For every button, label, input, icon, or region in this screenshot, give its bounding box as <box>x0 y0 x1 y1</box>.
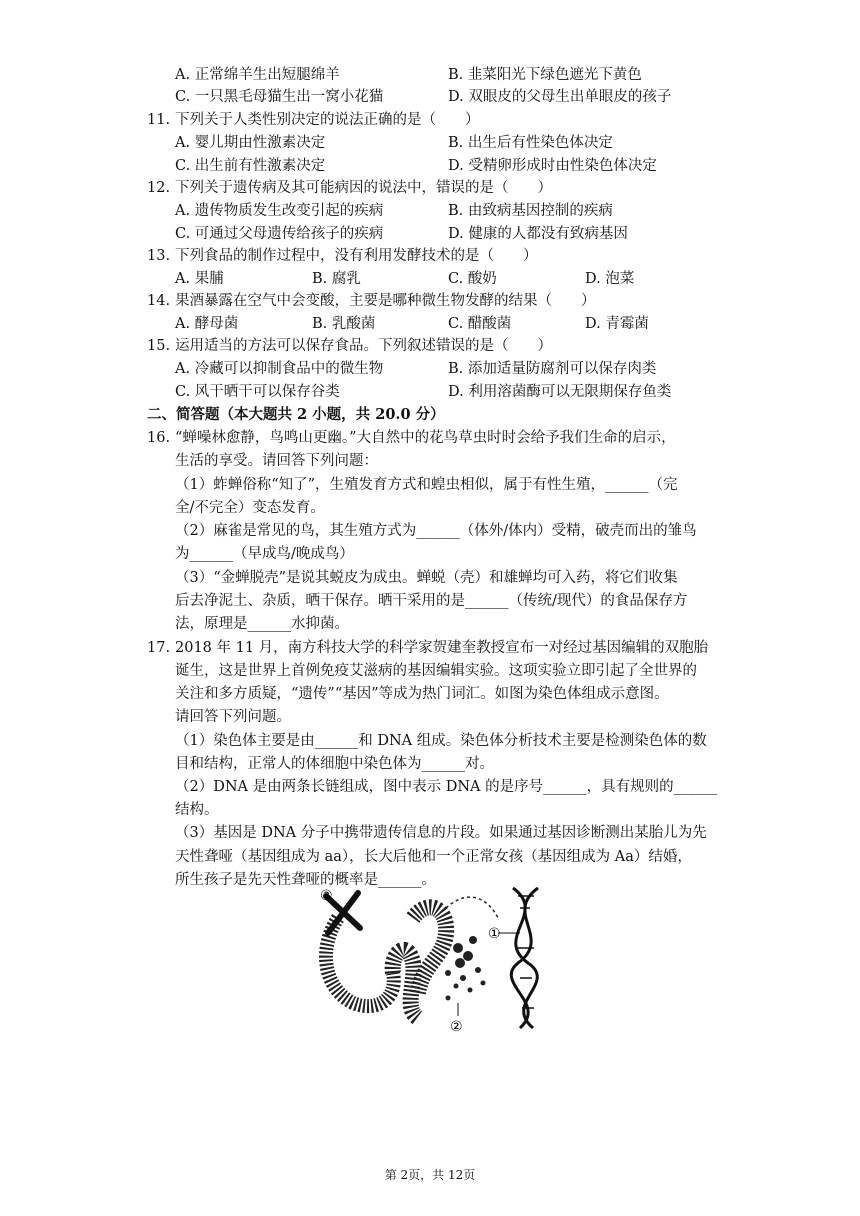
q14-text: 果酒暴露在空气中会变酸，主要是哪种微生物发酵的结果（ ） <box>175 293 596 309</box>
q17-part3-line-1: （3）基因是 DNA 分子中携带遗传信息的片段。如果通过基因诊断测出某胎儿为先 <box>175 825 707 841</box>
q14-option-a: A. 酵母菌 <box>175 316 239 332</box>
q15-stem <box>147 335 727 357</box>
q10-options-row-1 <box>175 64 735 86</box>
q12-option-c: C. 可通过父母遗传给孩子的疾病 <box>175 226 384 242</box>
q12-option-a: A. 遗传物质发生改变引起的疾病 <box>175 203 384 219</box>
q14-option-b: B. 乳酸菌 <box>312 316 376 332</box>
q11-stem <box>147 109 727 131</box>
q10-option-a: A. 正常绵羊生出短腿绵羊 <box>175 67 340 83</box>
q16-stem-text-1: “蝉噪林愈静，鸟鸣山更幽。”大自然中的花鸟草虫时时会给予我们生命的启示， <box>175 430 676 446</box>
q16-part3-line-1: （3）“金蝉脱壳”是说其蜕皮为成虫。蝉蜕（壳）和雄蝉均可入药，将它们收集 <box>175 570 678 586</box>
q16-number: 16. <box>147 430 171 446</box>
q16-part3-line-2: 后去净泥土、杂质，晒干保存。晒干采用的是______（传统/现代）的食品保存方 <box>175 593 688 609</box>
q17-stem-line-1 <box>147 637 723 660</box>
q17-part3-line-3: 所生孩子是先天性聋哑的概率是______。 <box>175 872 436 888</box>
q17-stem-line-3: 关注和多方质疑，“遗传”“基因”等成为热门词汇。如图为染色体组成示意图。 <box>175 686 669 702</box>
q12-options-row-1 <box>175 200 735 222</box>
q11-text: 下列关于人类性别决定的说法正确的是（ ） <box>175 112 480 128</box>
q13-option-b: B. 腐乳 <box>312 271 361 287</box>
q12-number: 12. <box>147 180 171 196</box>
q14-option-d: D. 青霉菌 <box>585 316 649 332</box>
q17-part1-line-1: （1）染色体主要是由______和 DNA 组成。染色体分析技术主要是检测染色体的数 <box>175 733 707 749</box>
q17-stem-text-1: 2018 年 11 月，南方科技大学的科学家贺建奎教授宣布一对经过基因编辑的双胞胎 <box>175 640 709 656</box>
q13-number: 13. <box>147 248 171 264</box>
q17-part3-line-2: 天性聋哑（基因组成为 aa），长大后他和一个正常女孩（基因组成为 Aa）结婚， <box>175 849 692 865</box>
q14-stem <box>147 290 727 312</box>
q11-options-row-2 <box>175 155 735 177</box>
q17-part2-line-1: （2）DNA 是由两条长链组成，图中表示 DNA 的是序号______，具有规则的______ <box>175 779 718 795</box>
q12-option-d: D. 健康的人都没有致病基因 <box>448 226 628 242</box>
q10-option-d: D. 双眼皮的父母生出单眼皮的孩子 <box>448 89 672 105</box>
q16-part2-line-1: （2）麻雀是常见的鸟，其生殖方式为______（体外/体内）受精，破壳而出的雏鸟 <box>175 523 697 539</box>
q17-part1-line-2: 目和结构，正常人的体细胞中染色体为______对。 <box>175 756 494 772</box>
q15-option-c: C. 风干晒干可以保存谷类 <box>175 384 340 400</box>
q15-number: 15. <box>147 338 171 354</box>
q15-options-row-1 <box>175 358 735 380</box>
q12-option-b: B. 由致病基因控制的疾病 <box>448 203 613 219</box>
q13-option-c: C. 酸奶 <box>448 271 497 287</box>
q11-option-b: B. 出生后有性染色体决定 <box>448 135 613 151</box>
page-footer: 第 2页，共 12页 <box>384 1168 476 1182</box>
q16-stem-line-2: 生活的享受。请回答下列问题： <box>175 453 378 469</box>
q13-option-d: D. 泡菜 <box>585 271 635 287</box>
q13-options-row <box>175 268 735 290</box>
chromosome-figure <box>298 878 553 1033</box>
q16-part2-line-2: 为______（早成鸟/晚成鸟） <box>175 546 354 562</box>
q11-option-d: D. 受精卵形成时由性染色体决定 <box>448 158 657 174</box>
q16-part1-line-1: （1）蚱蝉俗称“知了”，生殖发育方式和蝗虫相似，属于有性生殖，______（完 <box>175 477 678 493</box>
q15-option-d: D. 利用溶菌酶可以无限期保存鱼类 <box>448 384 672 400</box>
q14-options-row <box>175 313 735 335</box>
figure-label-1: ① <box>488 926 501 942</box>
q10-option-b: B. 韭菜阳光下绿色遮光下黄色 <box>448 67 642 83</box>
q11-option-a: A. 婴儿期由性激素决定 <box>175 135 326 151</box>
q10-option-c: C. 一只黑毛母猫生出一窝小花猫 <box>175 89 384 105</box>
q17-number: 17. <box>147 640 171 656</box>
q14-option-c: C. 醋酸菌 <box>448 316 512 332</box>
q14-number: 14. <box>147 293 171 309</box>
q13-option-a: A. 果脯 <box>175 271 224 287</box>
q13-text: 下列食品的制作过程中，没有利用发酵技术的是（ ） <box>175 248 538 264</box>
q15-option-a: A. 冷藏可以抑制食品中的微生物 <box>175 361 384 377</box>
q12-options-row-2 <box>175 223 735 245</box>
q16-part1-line-2: 全/不完全）变态发育。 <box>175 500 325 516</box>
figure-label-3: ③ <box>320 888 333 904</box>
q15-option-b: B. 添加适量防腐剂可以保存肉类 <box>448 361 657 377</box>
q11-number: 11. <box>147 112 171 128</box>
q12-text: 下列关于遗传病及其可能病因的说法中，错误的是（ ） <box>175 180 552 196</box>
q10-options-row-2 <box>175 86 735 108</box>
q17-stem-line-4: 请回答下列问题。 <box>175 709 291 725</box>
chromatin-thread <box>446 897 498 918</box>
q11-options-row-1 <box>175 132 735 154</box>
q11-option-c: C. 出生前有性激素决定 <box>175 158 326 174</box>
q12-stem <box>147 177 727 199</box>
figure-label-2: ② <box>450 1019 463 1033</box>
q16-stem-line-1 <box>147 427 723 450</box>
q16-part3-line-3: 法，原理是______水抑菌。 <box>175 616 349 632</box>
dna-helix <box>511 888 538 1028</box>
q17-stem-line-2: 诞生，这是世界上首例免疫艾滋病的基因编辑实验。这项实验立即引起了全世界的 <box>175 663 697 679</box>
coiled-chromatin <box>326 907 446 1018</box>
q15-options-row-2 <box>175 381 735 403</box>
q17-part2-line-2: 结构。 <box>175 802 219 818</box>
q15-text: 运用适当的方法可以保存食品。下列叙述错误的是（ ） <box>175 338 552 354</box>
section-heading: 二、简答题（本大题共 2 小题，共 20.0 分） <box>147 406 445 423</box>
q13-stem <box>147 245 727 267</box>
